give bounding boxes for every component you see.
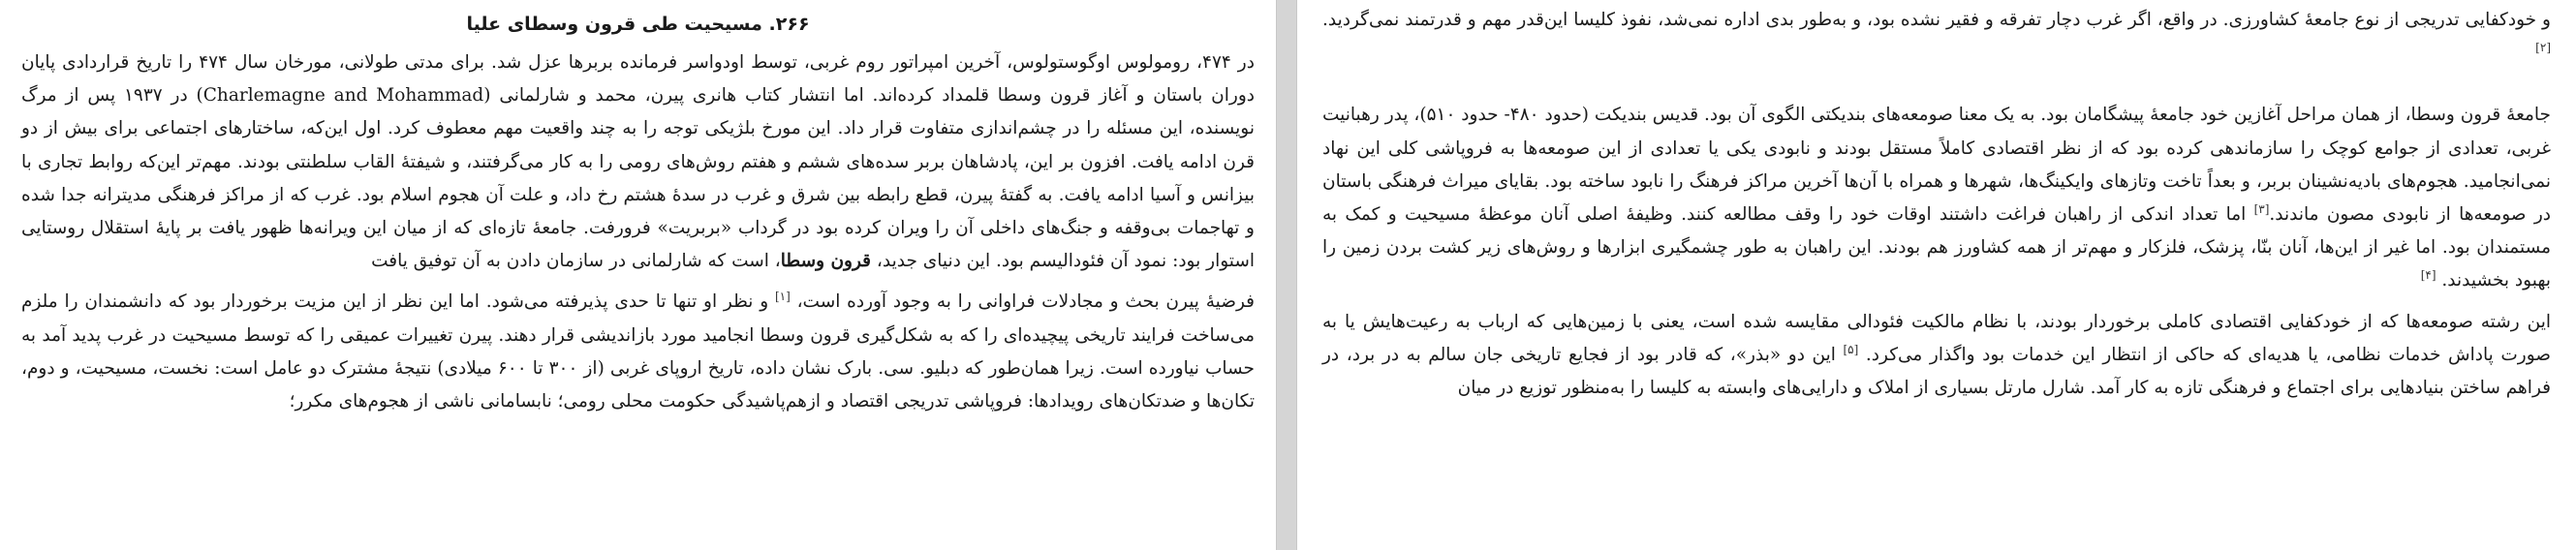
right-page-body xyxy=(1322,4,2551,405)
text-run: جامعهٔ قرون وسطا، از همان مراحل آغازین خود جامعهٔ پیشگامان بود. به یک معنا صومعه‌های بندیکتی الگوی آن بود. قدیس بندیکت (حدود ۴۸۰- حدود ۵۱۰)، پدر رهبانیت غربی، تعدادی از جوامع کوچک را سازماندهی کرده بود که از نظر اقتصادی کاملاً مستقل بودند و نابودی یکی یا تعدادی از این صومعه‌ها به فروپاشی کلی این نهاد نمی‌انجامید. هجوم‌های بادیه‌نشینان بربر، و بعداً تاخت وتازهای وایکینگ‌ها، شهرها و همراه با آن‌ها آخرین مراکز فرهنگ را نابود ساخته بود. بقایای میراث فرهنگی باستان در صومعه‌ها از نابودی مصون ماندند. xyxy=(1322,105,2551,226)
text-run: و خودکفایی تدریجی از نوع جامعهٔ کشاورزی. در واقع، اگر غرب دچار تفرقه و فقیر نشده بود، و به‌طور بدی اداره نمی‌شد، نفوذ کلیسا این‌قدر مهم و قدرتمند نمی‌گردید. xyxy=(1322,10,2551,30)
text-run: این رشته صومعه‌ها که از خودکفایی اقتصادی کاملی برخوردار بودند، با نظام مالکیت فئودالی مقایسه شده است، یعنی با زمین‌هایی که ارباب به رعیت‌هایش یا به صورت پاداش خدمات نظامی، یا هدیه‌ای که حاکی از انتظار این خدمات بود واگذار می‌کرد. xyxy=(1322,311,2551,365)
footnote-ref[interactable]: [۵] xyxy=(1843,342,1859,356)
footnote-ref[interactable]: [۲] xyxy=(2535,41,2551,55)
paragraph xyxy=(21,46,1255,278)
text-run: این دو «بذر»، که قادر بود از فجایع تاریخی جان سالم به در برد، در فراهم ساختن بنیادهایی برای اجتماع و فرهنگی تازه به کار آمد. شارل مارتل بسیاری از املاک و دارایی‌های وابسته به کلیسا را به‌منظور توزیع در میان xyxy=(1322,344,2551,399)
paragraph xyxy=(21,286,1255,418)
paragraph xyxy=(1322,306,2551,406)
paragraph xyxy=(1322,99,2551,297)
right-page xyxy=(1296,0,2576,550)
left-page-body xyxy=(21,46,1255,418)
text-run: و نظر او تنها تا حدی پذیرفته می‌شود. اما این نظر از این مزیت برخوردار بود که دانشمندان را ملزم می‌ساخت فرایند تاریخی پیچیده‌ای را که به شکل‌گیری قرون وسطا انجامید مورد بازاندیشی قرار دهند. پیرن تغییرات عمیقی را که توسط مسیحیت در غرب پدید آمد به حساب نیاورده است. زیرا همان‌طور که دبلیو. سی. بارک نشان داده، تاریخ اروپای غربی (از ۳۰۰ تا ۶۰۰ میلادی) نتیجهٔ مشترک دو عامل است: نخست، مسیحیت، و دوم، تکان‌ها و ضدتکان‌های رویدادها: فروپاشی تدریجی اقتصاد و ازهم‌پاشیدگی حکومت محلی رومی؛ نابسامانی ناشی از هجوم‌های مکرر؛ xyxy=(21,291,1255,412)
footnote-ref[interactable]: [۳] xyxy=(2253,201,2270,216)
text-run: اما تعداد اندکی از راهبان فراغت داشتند اوقات خود را وقف مطالعه کنند. وظیفهٔ اصلی آنان موعظهٔ مسیحیت و کمک به مستمندان بود. اما غیر از این‌ها، آنان بنّا، پزشک، فلزکار و مهم‌تر از همه کشاورز هم بودند. این راهبان به طور چشمگیری ابزارها و روش‌های زیر کشت بردن زمین را بهبود بخشیدند. xyxy=(1322,204,2551,291)
section-heading: ۲۶۶. مسیحیت طی قرون وسطای علیا xyxy=(466,14,810,35)
text-run: ، است که شارلمانی در سازمان دادن به آن توفیق یافت xyxy=(371,251,781,272)
text-run: فرضیهٔ پیرن بحث و مجادلات فراوانی را به وجود آورده است، xyxy=(790,291,1255,313)
paragraph xyxy=(1322,4,2551,70)
left-page xyxy=(0,0,1277,550)
emphasized-term: قرون وسطا xyxy=(780,251,872,272)
text-run: در ۴۷۴، رومولوس اوگوستولوس، آخرین امپراتور روم غربی، توسط اودواسر فرمانده بربرها عزل شد. برای مدتی طولانی، مورخان سال ۴۷۴ را تاریخ قراردادی پایان دوران باستان و آغاز قرون وسطا قلمداد کرده‌اند. اما انتشار کتاب هانری پیرن، محمد و شارلمانی (Charlemagne and Mohammad) در ۱۹۳۷ پس از مرگ نویسنده، این مسئله را در چشم‌اندازی متفاوت قرار داد. این مورخ بلژیکی توجه را به چند واقعیت مهم معطوف کرد. اول این‌که، ساختارهای اجتماعی برای بیش از دو قرن ادامه یافت. افزون بر این، پادشاهان بربر سده‌های ششم و هفتم روش‌های رومی را به کار می‌گرفتند، و شیفتهٔ القاب سلطنتی بودند. مهم‌تر این‌که روابط تجاری با بیزانس و آسیا ادامه یافت. به گفتهٔ پیرن، قطع رابطه بین شرق و غرب در سدهٔ هشتم رخ داد، و علت آن هجوم اسلام بود. غرب که از مراکز فرهنگی مدیترانه جدا شده و تهاجمات بی‌وقفه و جنگ‌های داخلی آن را ویران کرده بود در گرداب «بربریت» فرورفت. جامعهٔ تازه‌ای که از میان این ویرانه‌ها ظهور یافت بر پایهٔ استقلال روستایی استوار بود: نمود آن فئودالیسم بود. این دنیای جدید، xyxy=(21,52,1255,272)
footnote-ref[interactable]: [۴] xyxy=(2420,268,2436,283)
page-gutter xyxy=(1277,0,1296,550)
footnote-ref[interactable]: [۱] xyxy=(774,290,791,304)
